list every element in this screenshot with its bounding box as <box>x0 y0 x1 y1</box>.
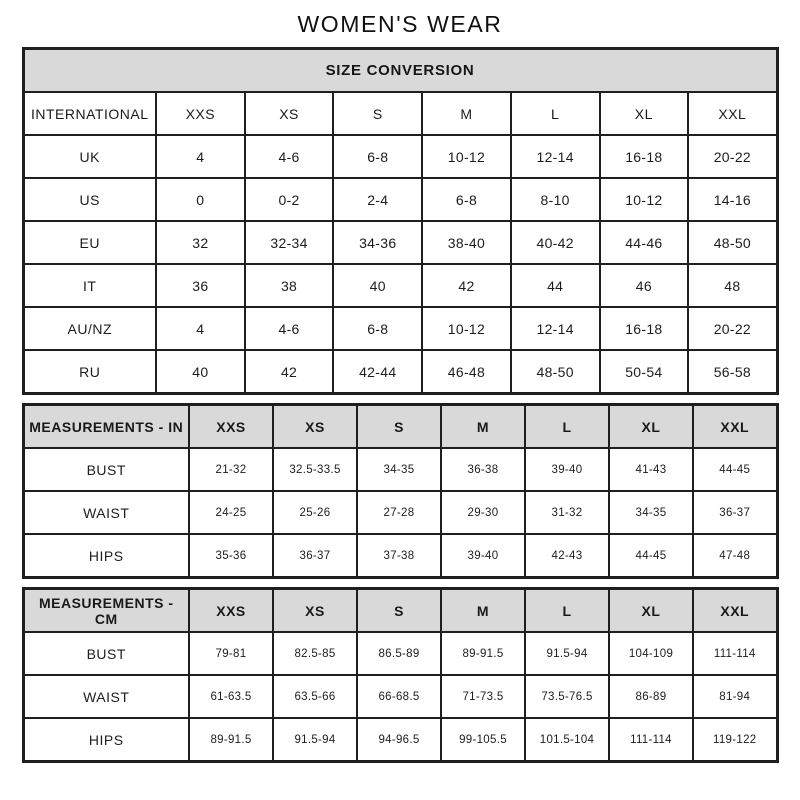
size-column-header: S <box>357 405 441 449</box>
value-cell: 32-34 <box>245 221 334 264</box>
size-column-header: XXS <box>189 589 273 633</box>
value-cell: 20-22 <box>688 307 777 350</box>
value-cell: 40 <box>333 264 422 307</box>
size-column-header: XL <box>600 92 689 135</box>
value-cell: 40-42 <box>511 221 600 264</box>
value-cell: 41-43 <box>609 448 693 491</box>
value-cell: 0-2 <box>245 178 334 221</box>
measurements-in-table <box>22 403 779 579</box>
size-column-header: XL <box>609 405 693 449</box>
corner-header: MEASUREMENTS - CM <box>23 589 189 633</box>
value-cell: 46 <box>600 264 689 307</box>
value-cell: 36 <box>156 264 245 307</box>
size-column-header: XXL <box>688 92 777 135</box>
size-column-header: S <box>333 92 422 135</box>
page-title: WOMEN'S WEAR <box>297 11 503 37</box>
value-cell: 81-94 <box>693 675 777 718</box>
value-cell: 94-96.5 <box>357 718 441 762</box>
value-cell: 2-4 <box>333 178 422 221</box>
value-cell: 44-45 <box>609 534 693 578</box>
value-cell: 10-12 <box>422 307 511 350</box>
value-cell: 89-91.5 <box>441 632 525 675</box>
value-cell: 24-25 <box>189 491 273 534</box>
value-cell: 91.5-94 <box>273 718 357 762</box>
value-cell: 16-18 <box>600 307 689 350</box>
value-cell: 4-6 <box>245 307 334 350</box>
value-cell: 71-73.5 <box>441 675 525 718</box>
value-cell: 31-32 <box>525 491 609 534</box>
value-cell: 34-35 <box>357 448 441 491</box>
table-row <box>23 675 777 718</box>
value-cell: 0 <box>156 178 245 221</box>
value-cell: 36-38 <box>441 448 525 491</box>
value-cell: 89-91.5 <box>189 718 273 762</box>
value-cell: 4-6 <box>245 135 334 178</box>
size-column-header: XXS <box>156 92 245 135</box>
value-cell: 42 <box>245 350 334 394</box>
table-section-header: SIZE CONVERSION <box>23 49 777 93</box>
value-cell: 35-36 <box>189 534 273 578</box>
value-cell: 86-89 <box>609 675 693 718</box>
table-row <box>23 307 777 350</box>
value-cell: 86.5-89 <box>357 632 441 675</box>
row-label: WAIST <box>23 491 189 534</box>
value-cell: 50-54 <box>600 350 689 394</box>
value-cell: 16-18 <box>600 135 689 178</box>
value-cell: 38 <box>245 264 334 307</box>
value-cell: 42 <box>422 264 511 307</box>
table-row <box>23 135 777 178</box>
value-cell: 6-8 <box>333 135 422 178</box>
table-row <box>23 718 777 762</box>
value-cell: 73.5-76.5 <box>525 675 609 718</box>
corner-header: INTERNATIONAL <box>23 92 156 135</box>
value-cell: 10-12 <box>600 178 689 221</box>
row-label: IT <box>23 264 156 307</box>
size-column-header: M <box>441 589 525 633</box>
size-column-header: L <box>525 589 609 633</box>
column-header-row <box>23 92 777 135</box>
value-cell: 48 <box>688 264 777 307</box>
size-column-header: XL <box>609 589 693 633</box>
value-cell: 29-30 <box>441 491 525 534</box>
value-cell: 8-10 <box>511 178 600 221</box>
value-cell: 56-58 <box>688 350 777 394</box>
table-row <box>23 448 777 491</box>
row-label: HIPS <box>23 534 189 578</box>
value-cell: 12-14 <box>511 135 600 178</box>
value-cell: 12-14 <box>511 307 600 350</box>
size-tables-section <box>0 47 800 763</box>
value-cell: 44-46 <box>600 221 689 264</box>
value-cell: 40 <box>156 350 245 394</box>
value-cell: 38-40 <box>422 221 511 264</box>
value-cell: 99-105.5 <box>441 718 525 762</box>
value-cell: 79-81 <box>189 632 273 675</box>
size-column-header: M <box>441 405 525 449</box>
value-cell: 111-114 <box>609 718 693 762</box>
value-cell: 46-48 <box>422 350 511 394</box>
value-cell: 91.5-94 <box>525 632 609 675</box>
row-label: HIPS <box>23 718 189 762</box>
value-cell: 42-43 <box>525 534 609 578</box>
corner-header: MEASUREMENTS - IN <box>23 405 189 449</box>
value-cell: 36-37 <box>273 534 357 578</box>
value-cell: 34-35 <box>609 491 693 534</box>
table-row <box>23 491 777 534</box>
row-label: RU <box>23 350 156 394</box>
row-label: WAIST <box>23 675 189 718</box>
table-row <box>23 178 777 221</box>
value-cell: 25-26 <box>273 491 357 534</box>
value-cell: 101.5-104 <box>525 718 609 762</box>
value-cell: 32.5-33.5 <box>273 448 357 491</box>
size-column-header: XS <box>245 92 334 135</box>
value-cell: 32 <box>156 221 245 264</box>
section-header-row <box>23 49 777 93</box>
value-cell: 44-45 <box>693 448 777 491</box>
table-row <box>23 632 777 675</box>
value-cell: 63.5-66 <box>273 675 357 718</box>
size-column-header: L <box>525 405 609 449</box>
value-cell: 10-12 <box>422 135 511 178</box>
size-conversion-table <box>22 47 779 395</box>
column-header-row <box>23 405 777 449</box>
size-column-header: S <box>357 589 441 633</box>
row-label: AU/NZ <box>23 307 156 350</box>
value-cell: 36-37 <box>693 491 777 534</box>
value-cell: 48-50 <box>511 350 600 394</box>
table-row <box>23 350 777 394</box>
value-cell: 34-36 <box>333 221 422 264</box>
size-column-header: L <box>511 92 600 135</box>
value-cell: 21-32 <box>189 448 273 491</box>
value-cell: 44 <box>511 264 600 307</box>
table-row <box>23 534 777 578</box>
value-cell: 14-16 <box>688 178 777 221</box>
value-cell: 6-8 <box>422 178 511 221</box>
size-column-header: XS <box>273 589 357 633</box>
column-header-row <box>23 589 777 633</box>
row-label: US <box>23 178 156 221</box>
value-cell: 61-63.5 <box>189 675 273 718</box>
size-column-header: XXL <box>693 589 777 633</box>
value-cell: 82.5-85 <box>273 632 357 675</box>
value-cell: 111-114 <box>693 632 777 675</box>
value-cell: 37-38 <box>357 534 441 578</box>
size-column-header: M <box>422 92 511 135</box>
row-label: BUST <box>23 632 189 675</box>
value-cell: 47-48 <box>693 534 777 578</box>
value-cell: 48-50 <box>688 221 777 264</box>
row-label: UK <box>23 135 156 178</box>
value-cell: 66-68.5 <box>357 675 441 718</box>
value-cell: 39-40 <box>441 534 525 578</box>
size-column-header: XXS <box>189 405 273 449</box>
value-cell: 104-109 <box>609 632 693 675</box>
size-column-header: XS <box>273 405 357 449</box>
size-column-header: XXL <box>693 405 777 449</box>
value-cell: 4 <box>156 135 245 178</box>
value-cell: 39-40 <box>525 448 609 491</box>
value-cell: 20-22 <box>688 135 777 178</box>
value-cell: 27-28 <box>357 491 441 534</box>
row-label: EU <box>23 221 156 264</box>
table-row <box>23 264 777 307</box>
value-cell: 6-8 <box>333 307 422 350</box>
value-cell: 4 <box>156 307 245 350</box>
row-label: BUST <box>23 448 189 491</box>
table-row <box>23 221 777 264</box>
value-cell: 119-122 <box>693 718 777 762</box>
measurements-cm-table <box>22 587 779 763</box>
value-cell: 42-44 <box>333 350 422 394</box>
